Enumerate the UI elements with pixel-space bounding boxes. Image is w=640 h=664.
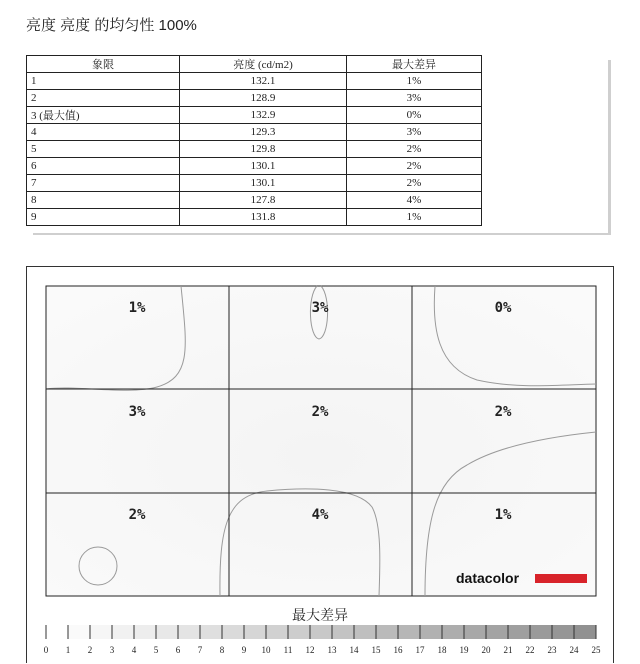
cell-quadrant: 1	[27, 73, 180, 90]
cell-quadrant: 6	[27, 158, 180, 175]
quadrant-value-label: 2%	[311, 404, 329, 420]
cell-max-diff: 2%	[347, 141, 482, 158]
cell-max-diff: 3%	[347, 124, 482, 141]
cell-max-diff: 1%	[347, 73, 482, 90]
quadrant-value-label: 3%	[311, 300, 329, 316]
scale-segment	[310, 625, 332, 639]
scale-segment	[398, 625, 420, 639]
scale-tick-label: 21	[503, 645, 513, 655]
uniformity-map	[27, 267, 613, 663]
scale-tick-label: 22	[525, 645, 535, 655]
scale-tick-label: 16	[393, 645, 403, 655]
cell-luminance: 131.8	[180, 209, 347, 226]
cell-luminance: 130.1	[180, 158, 347, 175]
scale-tick-label: 8	[219, 645, 225, 655]
scale-tick-label: 14	[349, 645, 359, 655]
uniformity-table	[26, 55, 482, 226]
scale-segment	[508, 625, 530, 639]
cell-max-diff: 3%	[347, 90, 482, 107]
scale-segment	[266, 625, 288, 639]
scale-tick-label: 20	[481, 645, 491, 655]
brand-bar	[535, 574, 587, 583]
scale-segment	[332, 625, 354, 639]
cell-luminance: 129.8	[180, 141, 347, 158]
scale-segment	[178, 625, 200, 639]
table-row	[27, 107, 482, 124]
scale-tick-label: 11	[283, 645, 293, 655]
scale-tick-label: 13	[327, 645, 337, 655]
scale-segment	[486, 625, 508, 639]
cell-quadrant: 3 (最大值)	[27, 107, 180, 124]
scale-tick-label: 17	[415, 645, 425, 655]
uniformity-map-panel	[26, 266, 614, 663]
scale-segment	[244, 625, 266, 639]
scale-tick-label: 0	[43, 645, 49, 655]
table-row	[27, 90, 482, 107]
cell-max-diff: 2%	[347, 158, 482, 175]
scale-tick-label: 7	[197, 645, 203, 655]
scale-tick-label: 4	[131, 645, 137, 655]
scale-tick-label: 2	[87, 645, 93, 655]
header-max-diff: 最大差异	[347, 56, 482, 73]
scale-segment	[530, 625, 552, 639]
cell-max-diff: 2%	[347, 175, 482, 192]
scale-segment	[376, 625, 398, 639]
scale-tick-label: 18	[437, 645, 447, 655]
scale-segment	[552, 625, 574, 639]
scale-tick-label: 6	[175, 645, 181, 655]
quadrant-value-label: 2%	[494, 404, 512, 420]
scale-tick-label: 3	[109, 645, 115, 655]
scale-tick-label: 9	[241, 645, 247, 655]
cell-quadrant: 7	[27, 175, 180, 192]
scale-segment	[200, 625, 222, 639]
header-quadrant: 象限	[27, 56, 180, 73]
scale-tick-label: 19	[459, 645, 469, 655]
scale-tick-label: 5	[153, 645, 159, 655]
scale-tick-label: 25	[591, 645, 601, 655]
scale-segment	[68, 625, 90, 639]
brand-text: datacolor	[456, 570, 520, 586]
quadrant-value-label: 1%	[494, 507, 512, 523]
quadrant-value-label: 4%	[311, 507, 329, 523]
scale-tick-label: 23	[547, 645, 557, 655]
scale-tick-label: 12	[305, 645, 315, 655]
scale-segment	[46, 625, 68, 639]
cell-quadrant: 2	[27, 90, 180, 107]
scale-segment	[134, 625, 156, 639]
scale-tick-label: 1	[65, 645, 71, 655]
table-row	[27, 209, 482, 226]
scale-tick-label: 10	[261, 645, 271, 655]
scale-tick-label: 15	[371, 645, 381, 655]
quadrant-value-label: 0%	[494, 300, 512, 316]
page-title: 亮度 亮度 的均匀性 100%	[26, 17, 197, 34]
uniformity-table-panel	[26, 55, 608, 233]
scale-bar	[44, 625, 601, 655]
cell-luminance: 129.3	[180, 124, 347, 141]
cell-max-diff: 4%	[347, 192, 482, 209]
cell-luminance: 130.1	[180, 175, 347, 192]
map-area	[46, 286, 596, 596]
table-header-row	[27, 56, 482, 73]
table-row	[27, 158, 482, 175]
scale-segment	[156, 625, 178, 639]
scale-segment	[222, 625, 244, 639]
cell-max-diff: 1%	[347, 209, 482, 226]
scale-segment	[354, 625, 376, 639]
cell-quadrant: 4	[27, 124, 180, 141]
scale-segment	[288, 625, 310, 639]
cell-luminance: 132.1	[180, 73, 347, 90]
scale-segment	[442, 625, 464, 639]
scale-segment	[574, 625, 596, 639]
cell-quadrant: 8	[27, 192, 180, 209]
quadrant-value-label: 2%	[128, 507, 146, 523]
cell-luminance: 127.8	[180, 192, 347, 209]
table-row	[27, 141, 482, 158]
scale-tick-label: 24	[569, 645, 579, 655]
cell-max-diff: 0%	[347, 107, 482, 124]
scale-title: 最大差异	[292, 608, 348, 624]
scale-segment	[90, 625, 112, 639]
quadrant-value-label: 3%	[128, 404, 146, 420]
scale-segment	[112, 625, 134, 639]
header-luminance: 亮度 (cd/m2)	[180, 56, 347, 73]
cell-luminance: 128.9	[180, 90, 347, 107]
cell-quadrant: 9	[27, 209, 180, 226]
scale-segment	[464, 625, 486, 639]
quadrant-value-label: 1%	[128, 300, 146, 316]
table-row	[27, 192, 482, 209]
table-row	[27, 73, 482, 90]
table-row	[27, 175, 482, 192]
cell-quadrant: 5	[27, 141, 180, 158]
cell-luminance: 132.9	[180, 107, 347, 124]
scale-segment	[420, 625, 442, 639]
table-row	[27, 124, 482, 141]
